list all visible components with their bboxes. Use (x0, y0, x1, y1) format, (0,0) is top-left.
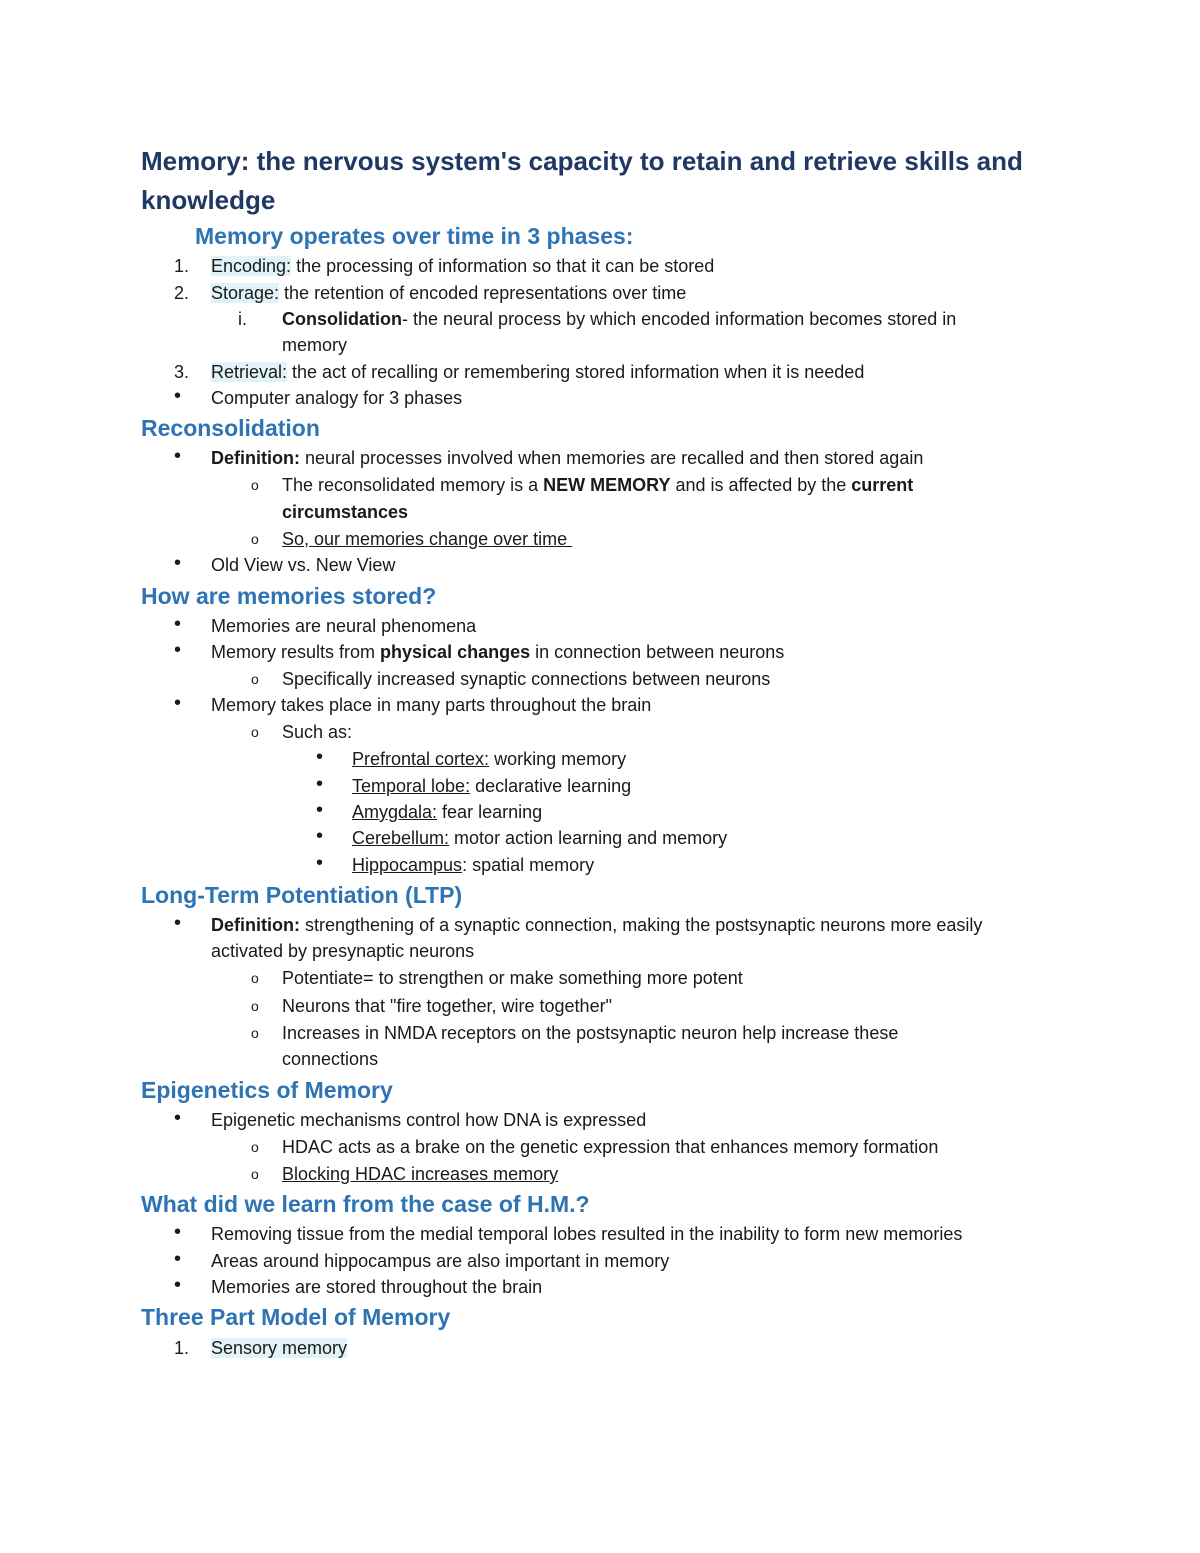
definition-text: neural processes involved when memories are recalled and then stored again (299, 448, 924, 468)
region-name: Cerebellum: (352, 828, 450, 848)
reconsolidation-definition (211, 445, 923, 471)
bullet-icon: • (316, 773, 324, 795)
stored-b2-a: Memory results from (211, 642, 381, 662)
stored-bullet-2 (211, 639, 784, 665)
ltp-definition-continuation: activated by presynaptic neurons (211, 941, 475, 961)
bullet-icon: • (316, 799, 324, 821)
region-desc: declarative learning (470, 776, 632, 796)
new-memory-text-a: The reconsolidated memory is a (282, 475, 544, 495)
region-cerebellum (352, 825, 727, 851)
ltp-heading: Long-Term Potentiation (LTP) (141, 882, 463, 908)
consolidation-text: - the neural process by which encoded information becomes stored in (402, 309, 957, 329)
region-name: Amygdala: (352, 802, 438, 822)
stored-heading: How are memories stored? (141, 583, 437, 609)
term-retrieval: Retrieval: (211, 362, 288, 382)
region-desc: fear learning (437, 802, 543, 822)
fire-together-line: Neurons that "fire together, wire together" (282, 996, 612, 1016)
hm-bullet-1: Removing tissue from the medial temporal lobes resulted in the inability to form new memories (211, 1224, 963, 1244)
hm-bullet-3: Memories are stored throughout the brain (211, 1277, 543, 1297)
region-hippocampus (352, 852, 594, 878)
hollow-bullet-icon: o (251, 998, 259, 1014)
bullet-icon: • (316, 852, 324, 874)
definition-term: Definition: (211, 915, 300, 935)
region-temporal (352, 773, 631, 799)
list-marker: 1. (174, 1338, 190, 1358)
list-marker: 3. (174, 362, 190, 382)
physical-changes-bold: physical changes (380, 642, 531, 662)
list-marker: 2. (174, 283, 190, 303)
definition-text: strengthening of a synaptic connection, making the postsynaptic neurons more easily (299, 915, 983, 935)
list-item-consolidation (282, 306, 956, 332)
phases-heading: Memory operates over time in 3 phases: (195, 223, 634, 249)
region-desc: : spatial memory (462, 855, 595, 875)
bullet-icon: • (174, 552, 182, 574)
term-sensory-memory: Sensory memory (211, 1338, 348, 1358)
hollow-bullet-icon: o (251, 1139, 259, 1155)
circumstances-line: circumstances (282, 502, 409, 522)
consolidation-continuation: memory (282, 335, 348, 355)
term-consolidation: Consolidation (282, 309, 402, 329)
hdac-brake-line: HDAC acts as a brake on the genetic expression that enhances memory formation (282, 1137, 939, 1157)
retrieval-text: the act of recalling or remembering stored information when it is needed (287, 362, 865, 382)
hollow-bullet-icon: o (251, 671, 259, 687)
list-item-storage (211, 280, 686, 306)
potentiate-line: Potentiate= to strengthen or make something more potent (282, 968, 743, 988)
list-item-encoding (211, 253, 714, 279)
list-marker: 1. (174, 256, 190, 276)
storage-text: the retention of encoded representations over time (279, 283, 687, 303)
hollow-bullet-icon: o (251, 477, 259, 493)
hollow-bullet-icon: o (251, 970, 259, 986)
blocking-hdac-line: Blocking HDAC increases memory (282, 1164, 559, 1184)
list-item-retrieval (211, 359, 864, 385)
nmda-continuation: connections (282, 1049, 379, 1069)
hollow-bullet-icon: o (251, 531, 259, 547)
nmda-line: Increases in NMDA receptors on the postsynaptic neuron help increase these (282, 1023, 899, 1043)
epigenetics-bullet-1: Epigenetic mechanisms control how DNA is expressed (211, 1110, 647, 1130)
bullet-icon: • (316, 746, 324, 768)
region-name: Temporal lobe: (352, 776, 471, 796)
definition-term: Definition: (211, 448, 300, 468)
three-part-heading: Three Part Model of Memory (141, 1304, 451, 1330)
bullet-icon: • (174, 692, 182, 714)
ltp-definition (211, 912, 982, 938)
bullet-icon: • (174, 445, 182, 467)
hm-bullet-2: Areas around hippocampus are also important in memory (211, 1251, 670, 1271)
bullet-icon: • (174, 1107, 182, 1129)
bullet-icon: • (174, 639, 182, 661)
region-name: Prefrontal cortex: (352, 749, 490, 769)
hollow-bullet-icon: o (251, 724, 259, 740)
such-as-line: Such as: (282, 722, 353, 742)
hollow-bullet-icon: o (251, 1025, 259, 1041)
term-storage: Storage: (211, 283, 280, 303)
current-bold: current (851, 475, 914, 495)
computer-analogy: Computer analogy for 3 phases (211, 388, 463, 408)
encoding-text: the processing of information so that it can be stored (291, 256, 715, 276)
page-title: Memory: the nervous system's capacity to retain and retrieve skills and knowledge (141, 146, 1023, 215)
hollow-bullet-icon: o (251, 1166, 259, 1182)
region-desc: working memory (489, 749, 627, 769)
stored-bullet-1: Memories are neural phenomena (211, 616, 477, 636)
bullet-icon: • (174, 1221, 182, 1243)
new-memory-bold: NEW MEMORY (543, 475, 671, 495)
list-marker: i. (238, 309, 247, 329)
old-vs-new-view: Old View vs. New View (211, 555, 396, 575)
region-amygdala (352, 799, 542, 825)
bullet-icon: • (174, 1274, 182, 1296)
stored-b2-c: in connection between neurons (530, 642, 785, 662)
bullet-icon: • (174, 613, 182, 635)
stored-bullet-3: Memory takes place in many parts throughout the brain (211, 695, 652, 715)
region-desc: motor action learning and memory (449, 828, 728, 848)
new-memory-text-c: and is affected by the (670, 475, 852, 495)
bullet-icon: • (316, 825, 324, 847)
reconsolidation-heading: Reconsolidation (141, 415, 320, 441)
memories-change-line: So, our memories change over time (282, 529, 573, 549)
bullet-icon: • (174, 912, 182, 934)
epigenetics-heading: Epigenetics of Memory (141, 1077, 393, 1103)
bullet-icon: • (174, 1248, 182, 1270)
region-name: Hippocampus (352, 855, 463, 875)
bullet-icon: • (174, 385, 182, 407)
synaptic-connections-line: Specifically increased synaptic connections between neurons (282, 669, 771, 689)
hm-heading: What did we learn from the case of H.M.? (141, 1191, 590, 1217)
new-memory-line (282, 472, 913, 498)
region-prefrontal (352, 746, 626, 772)
term-encoding: Encoding: (211, 256, 292, 276)
sensory-memory-item (211, 1335, 347, 1361)
